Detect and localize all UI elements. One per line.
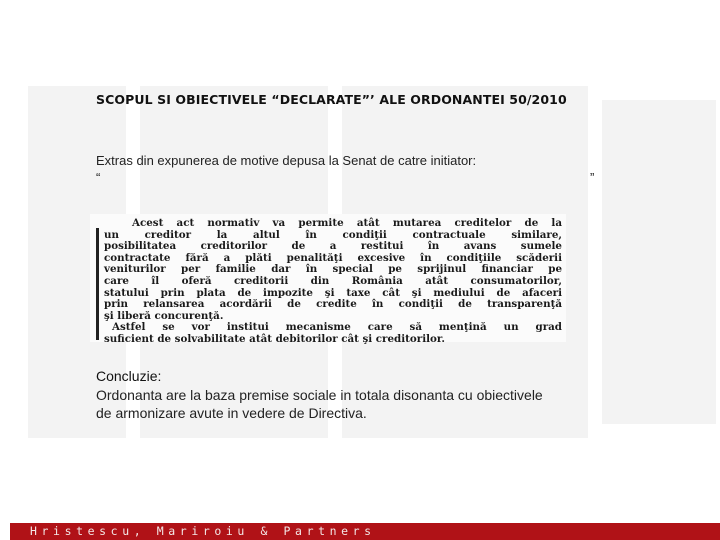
opening-quote-mark: “	[96, 170, 101, 185]
excerpt-line: suficient de solvabilitate atât debitorilor cât şi creditorilor.	[104, 332, 445, 345]
excerpt-margin-bar	[96, 228, 99, 340]
excerpt-line: Acest act normativ va permite atât mutarea creditelor de la	[132, 217, 562, 229]
excerpt-line: posibilitatea creditorilor de a restitui în avans sumele	[104, 240, 562, 253]
footer-firm-name: Hristescu, Mariroiu & Partners	[30, 524, 376, 538]
excerpt-line: prin relansarea acordării de credite în condiţii de transparenţă	[104, 298, 562, 311]
conclusion-heading: Concluzie:	[96, 368, 162, 384]
excerpt-line: statului prin plata de impozite şi taxe cât şi mediului de afaceri	[104, 286, 562, 299]
excerpt-line: un creditor la altul în condiţii contractuale similare,	[104, 228, 562, 241]
conclusion-text: Ordonanta are la baza premise sociale in totala disonanta cu obiectivele de armonizare avute in vedere de Directiva.	[96, 387, 543, 421]
excerpt-text	[104, 218, 562, 346]
excerpt-line: care îl oferă creditorii din România atât consumatorilor,	[104, 274, 562, 287]
excerpt-line: Astfel se vor institui mecanisme care să menţină un grad	[112, 321, 562, 334]
excerpt-line: şi liberă concurenţă.	[104, 309, 224, 322]
closing-quote-mark: ”	[590, 170, 595, 185]
intro-text: Extras din expunerea de motive depusa la Senat de catre initiator:	[96, 153, 477, 168]
scanned-excerpt	[90, 214, 566, 345]
slide-title: SCOPUL SI OBIECTIVELE “DECLARATE”’ ALE ORDONANTEI 50/2010	[96, 92, 567, 107]
footer-bar	[10, 523, 720, 540]
excerpt-line: veniturilor per familie dar în special pe sprijinul financiar pe	[104, 263, 562, 276]
excerpt-line: contractate fără a plăti penalităţi excesive în condiţiile scăderii	[104, 251, 562, 264]
